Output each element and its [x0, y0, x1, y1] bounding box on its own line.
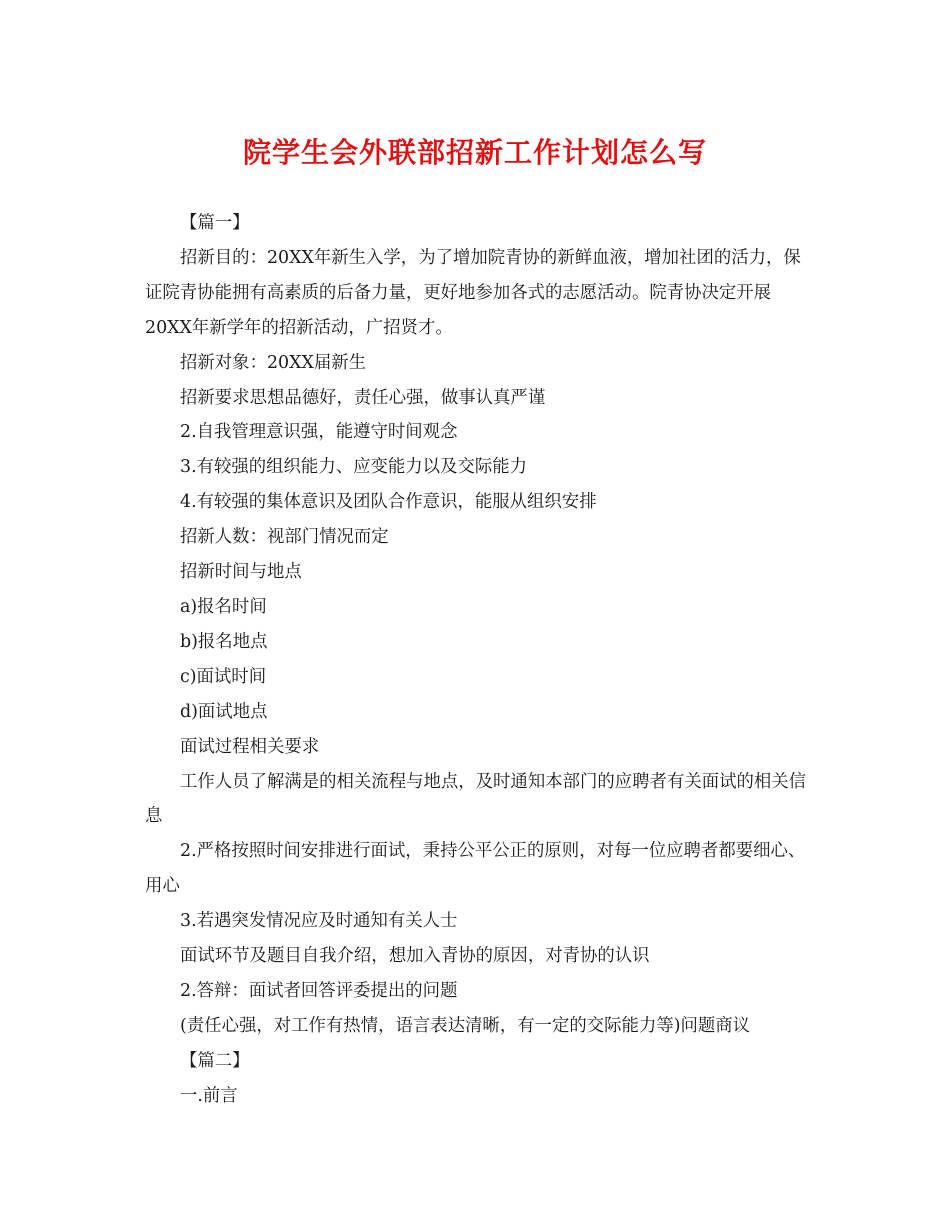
paragraph: 2.自我管理意识强，能遵守时间观念: [180, 422, 458, 443]
paragraph: 4.有较强的集体意识及团队合作意识，能服从组织安排: [180, 492, 597, 513]
paragraph: 3.若遇突发情况应及时通知有关人士: [180, 911, 458, 932]
paragraph: c)面试时间: [180, 666, 267, 687]
paragraph: 招新时间与地点: [180, 562, 302, 583]
paragraph: 面试过程相关要求: [180, 736, 320, 757]
paragraph: d)面试地点: [180, 701, 268, 722]
paragraph: 一.前言: [180, 1085, 238, 1106]
paragraph: 招新人数：视部门情况而定: [180, 527, 389, 548]
paragraph: 2.答辩：面试者回答评委提出的问题: [180, 980, 458, 1001]
document-title: 院学生会外联部招新工作计划怎么写: [242, 136, 707, 169]
document-body: [145, 206, 810, 1114]
paragraph: 招新目的：20XX年新生入学，为了增加院青协的新鲜血液，增加社团的活力，保证院青协能拥有高素质的后备力量，更好地参加各式的志愿活动。院青协决定开展20XX年新学年的招新活动，广招贤才。: [145, 247, 801, 338]
paragraph: 招新对象：20XX届新生: [180, 352, 367, 373]
paragraph: 【篇二】: [180, 1050, 250, 1071]
paragraph: 【篇一】: [180, 213, 250, 233]
paragraph: 3.有较强的组织能力、应变能力以及交际能力: [180, 457, 528, 478]
paragraph: 工作人员了解满是的相关流程与地点，及时通知本部门的应聘者有关面试的相关信息: [145, 771, 807, 827]
paragraph: b)报名地点: [180, 631, 268, 652]
paragraph: (责任心强，对工作有热情，语言表达清晰，有一定的交际能力等)问题商议: [180, 1015, 751, 1036]
paragraph: a)报名时间: [180, 596, 267, 617]
paragraph: 面试环节及题目自我介绍，想加入青协的原因，对青协的认识: [180, 946, 650, 967]
paragraph: 2.严格按照时间安排进行面试，秉持公平公正的原则，对每一位应聘者都要细心、用心: [145, 841, 806, 897]
paragraph: 招新要求思想品德好，责任心强，做事认真严谨: [180, 387, 546, 408]
